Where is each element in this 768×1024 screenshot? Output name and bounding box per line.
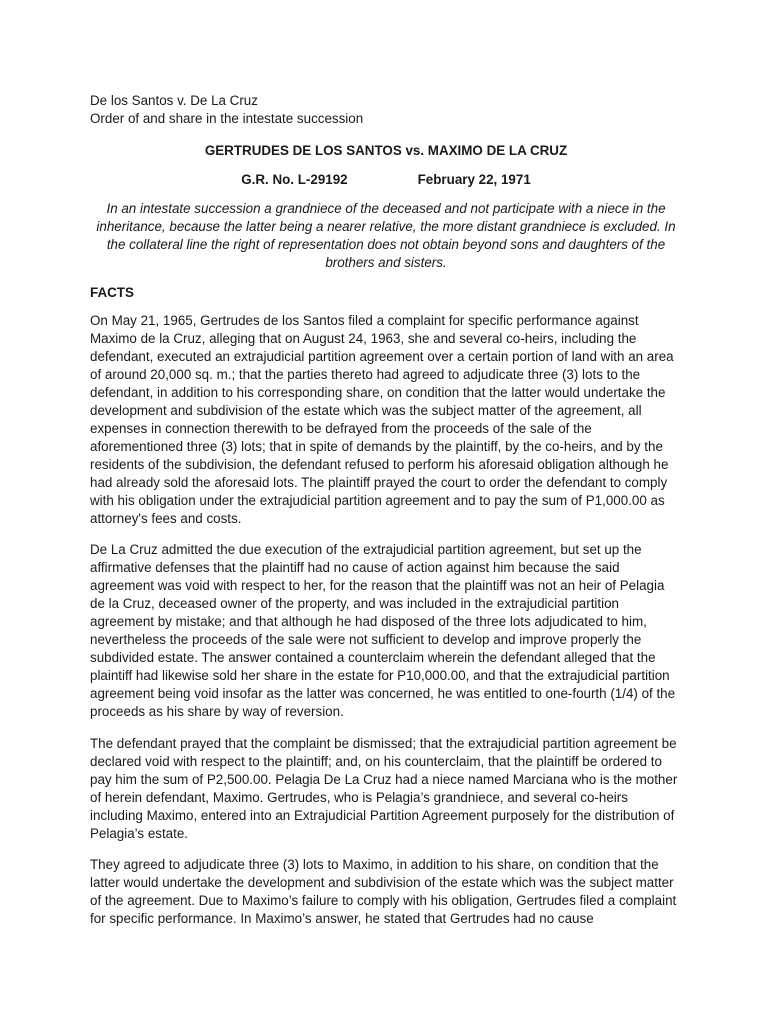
document-content <box>90 92 682 942</box>
facts-paragraph-2: De La Cruz admitted the due execution of the extrajudicial partition agreement, but set up the affirmative defenses that the plaintiff had no cause of action against him because the said agreement was void with respect to her, for the reason that the plaintiff was not an heir of Pelagia de la Cruz, deceased owner of the property, and was included in the extrajudicial partition agreement by mistake; and that although he had disposed of the three lots adjudicated to him, nevertheless the proceeds of the sale were not sufficient to develop and improve properly the subdivided estate. The answer contained a counterclaim wherein the defendant alleged that the plaintiff had likewise sold her share in the estate for P10,000.00, and that the extrajudicial partition agreement being void insofar as the latter was concerned, he was entitled to one-fourth (1/4) of the proceeds as his share by way of reversion. <box>90 542 676 720</box>
facts-heading: FACTS <box>90 285 134 300</box>
case-topic: Order of and share in the intestate succession <box>90 111 364 126</box>
facts-paragraph-3: The defendant prayed that the complaint be dismissed; that the extrajudicial partition agreement be declared void with respect to the plaintiff; and, on his counterclaim, that the plaintiff be ordered to pay him the sum of P2,500.00. Pelagia De La Cruz had a niece named Marciana who is the mother of herein defendant, Maximo. Gertrudes, who is Pelagia’s grandniece, and several co-heirs including Maximo, entered into an Extrajudicial Partition Agreement purposely for the distribution of Pelagia’s estate. <box>90 735 678 841</box>
case-full-title: GERTRUDES DE LOS SANTOS vs. MAXIMO DE LA CRUZ <box>204 143 568 158</box>
facts-paragraph-4: They agreed to adjudicate three (3) lots to Maximo, in addition to his share, on condition that the latter would undertake the development and subdivision of the estate which was the subject matter of the agreement. Due to Maximo’s failure to comply with his obligation, Gertrudes filed a complaint for specific performance. In Maximo’s answer, he stated that Gertrudes had no cause <box>90 857 677 927</box>
case-summary: In an intestate succession a grandniece of the deceased and not participate with a niece in the inheritance, because the latter being a nearer relative, the more distant grandniece is excluded. In the collateral line the right of representation does not obtain beyond sons and daughters of the brothers and sisters. <box>96 201 676 270</box>
facts-paragraph-1: On May 21, 1965, Gertrudes de los Santos filed a complaint for specific performance against Maximo de la Cruz, alleging that on August 24, 1963, she and several co-heirs, including the defendant, executed an extrajudicial partition agreement over a certain portion of land with an area of around 20,000 sq. m.; that the parties thereto had agreed to adjudicate three (3) lots to the defendant, in addition to his corresponding share, on condition that the latter would undertake the development and subdivision of the estate which was the subject matter of the agreement, all expenses in connection therewith to be defrayed from the proceeds of the sale of the aforementioned three (3) lots; that in spite of demands by the plaintiff, by the co-heirs, and by the residents of the subdivision, the defendant refused to perform his aforesaid obligation although he had already sold the aforesaid lots. The plaintiff prayed the court to order the defendant to comply with his obligation under the extrajudicial partition agreement and to pay the sum of P1,000.00 as attorney's fees and costs. <box>90 313 674 526</box>
gr-number: G.R. No. L-29192 <box>241 172 348 187</box>
decision-date: February 22, 1971 <box>417 172 531 187</box>
case-short-title: De los Santos v. De La Cruz <box>90 93 258 108</box>
case-meta <box>90 171 682 189</box>
